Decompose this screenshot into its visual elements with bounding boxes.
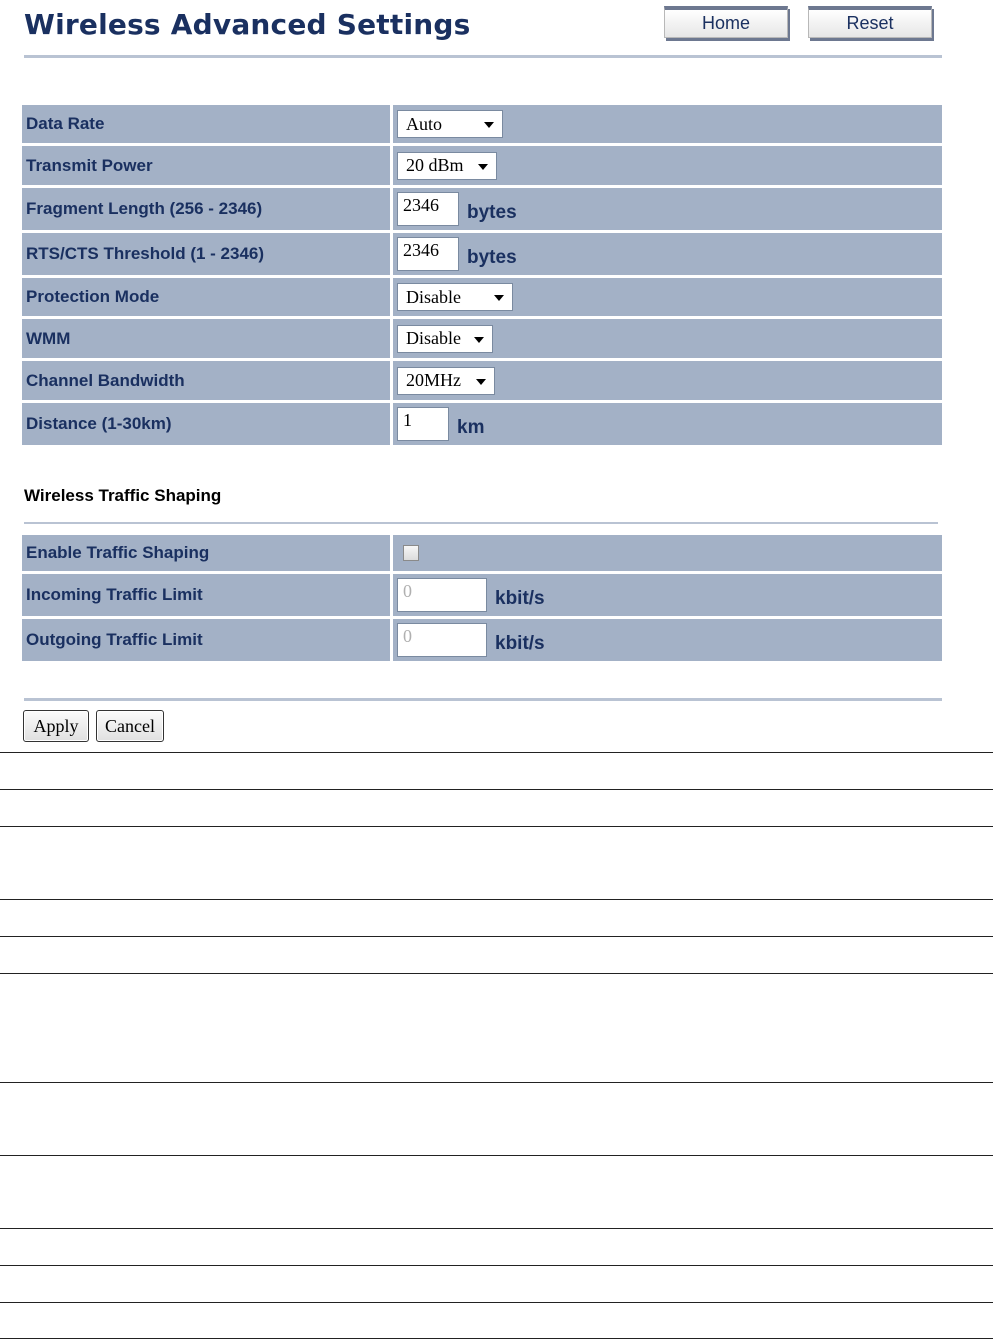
table-line [0,899,993,900]
distance-label: Distance (1-30km) [22,403,393,445]
chevron-down-icon [476,379,486,385]
outgoing-traffic-limit-label: Outgoing Traffic Limit [22,619,393,661]
chevron-down-icon [484,122,494,128]
fragment-length-unit: bytes [467,202,517,223]
apply-button[interactable]: Apply [23,710,89,742]
table-line [0,789,993,790]
incoming-traffic-limit-input[interactable]: 0 [397,578,487,612]
outgoing-traffic-unit: kbit/s [495,633,545,654]
channel-bandwidth-select[interactable]: 20MHz [397,367,495,395]
row-transmit-power [22,146,942,185]
table-line [0,1228,993,1229]
table-line [0,1155,993,1156]
transmit-power-select[interactable]: 20 dBm [397,152,497,180]
protection-mode-select[interactable]: Disable [397,283,513,311]
table-line [0,1302,993,1303]
row-protection-mode [22,278,942,316]
distance-unit: km [457,417,485,438]
data-rate-label: Data Rate [22,105,393,143]
table-line [0,936,993,937]
title-divider [24,55,942,58]
row-enable-traffic-shaping [22,535,942,571]
chevron-down-icon [494,295,504,301]
table-line [0,826,993,827]
home-button[interactable]: Home [664,6,788,38]
cancel-button[interactable]: Cancel [96,710,164,742]
rts-cts-threshold-input[interactable]: 2346 [397,237,459,271]
enable-traffic-shaping-checkbox[interactable] [403,545,419,561]
section-divider [24,522,938,524]
row-incoming-traffic-limit [22,574,942,616]
table-line [0,1082,993,1083]
outgoing-traffic-limit-input[interactable]: 0 [397,623,487,657]
wmm-label: WMM [22,319,393,358]
traffic-shaping-section-title: Wireless Traffic Shaping [24,486,222,505]
actions-divider [24,698,942,701]
distance-input[interactable]: 1 [397,407,449,441]
rts-cts-threshold-label: RTS/CTS Threshold (1 - 2346) [22,233,393,275]
protection-mode-label: Protection Mode [22,278,393,316]
transmit-power-label: Transmit Power [22,146,393,185]
row-outgoing-traffic-limit [22,619,942,661]
row-rts-cts-threshold [22,233,942,275]
fragment-length-label: Fragment Length (256 - 2346) [22,188,393,230]
rts-cts-threshold-unit: bytes [467,247,517,268]
table-line [0,973,993,974]
incoming-traffic-limit-label: Incoming Traffic Limit [22,574,393,616]
row-wmm [22,319,942,358]
row-data-rate [22,105,942,143]
chevron-down-icon [478,164,488,170]
enable-traffic-shaping-label: Enable Traffic Shaping [22,535,393,571]
fragment-length-input[interactable]: 2346 [397,192,459,226]
channel-bandwidth-label: Channel Bandwidth [22,361,393,400]
advanced-settings-table [22,102,942,448]
incoming-traffic-unit: kbit/s [495,588,545,609]
page-title: Wireless Advanced Settings [24,8,471,41]
reset-button[interactable]: Reset [808,6,932,38]
traffic-shaping-table [22,532,942,664]
data-rate-select[interactable]: Auto [397,110,503,138]
wmm-select[interactable]: Disable [397,325,493,353]
row-distance [22,403,942,445]
table-line [0,1338,993,1339]
row-channel-bandwidth [22,361,942,400]
table-line [0,1265,993,1266]
chevron-down-icon [474,337,484,343]
row-fragment-length [22,188,942,230]
table-line [0,752,993,753]
